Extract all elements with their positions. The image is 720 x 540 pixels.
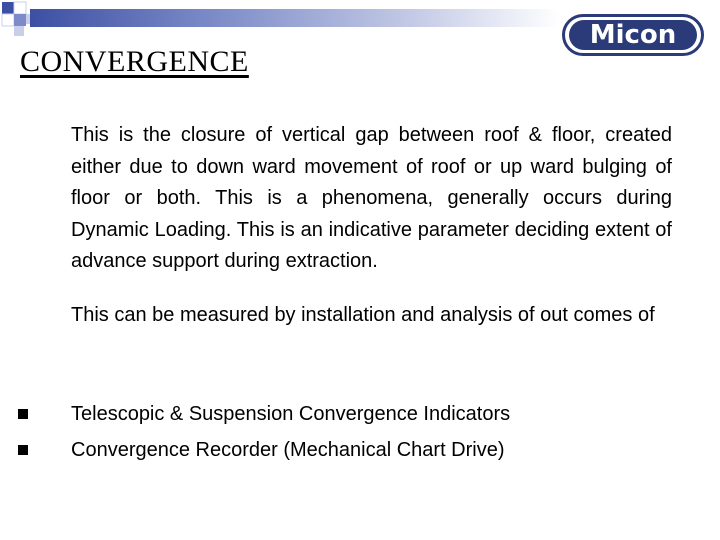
micon-logo [562,14,704,56]
logo-badge [569,20,697,50]
square-bullet-icon [18,445,28,455]
definition-paragraph: This is the closure of vertical gap between roof & floor, created either due to down ward movement of roof or up ward bulging of floor or both. This is a phenomena, generally occurs during Dynamic Loading. This is an indicative parameter deciding extent of advance support during extraction. [71,124,672,272]
bullet-list [0,399,720,471]
bullet-text: Telescopic & Suspension Convergence Indicators [71,403,511,425]
bullet-item [0,435,720,471]
logo-text: Micon [589,20,677,50]
measurement-paragraph: This can be measured by installation and analysis of out comes of [71,304,655,326]
slide-title: CONVERGENCE [20,45,249,78]
bullet-text: Convergence Recorder (Mechanical Chart Drive) [71,439,505,461]
square-bullet-icon [18,409,28,419]
bullet-item [0,399,720,435]
header-gradient-bar [30,9,560,27]
